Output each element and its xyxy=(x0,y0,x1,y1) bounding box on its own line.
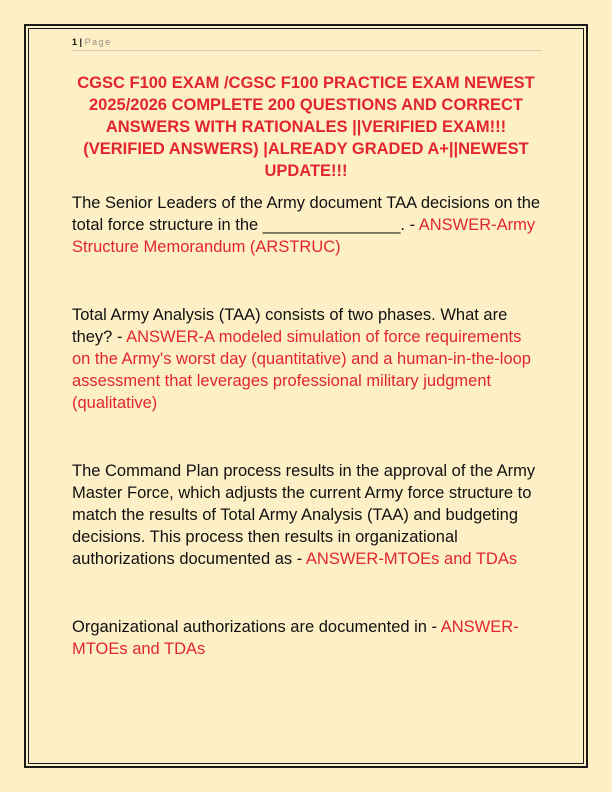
question-text: The Command Plan process results in the approval of the Army Master Force, which adjusts the current Army force structure to match the results of Total Army Analysis (TAA) and budgeting decisions. This process then results in organizational authorizations documented as - xyxy=(72,461,536,569)
qa-item-1 xyxy=(72,192,542,259)
answer-text: ANSWER-MTOEs and TDAs xyxy=(305,550,518,569)
question-text: The Senior Leaders of the Army document TAA decisions on the total force structure in the _______________. - xyxy=(72,194,541,235)
qa-item-4 xyxy=(72,616,542,660)
question-text: Total Army Analysis (TAA) consists of two phases. What are they? - xyxy=(72,305,508,346)
question-text: Organizational authorizations are documented in - xyxy=(72,617,441,636)
document-title: CGSC F100 EXAM /CGSC F100 PRACTICE EXAM NEWEST 2025/2026 COMPLETE 200 QUESTIONS AND CORRECT ANSWERS WITH RATIONALES ||VERIFIED EXAM!!! (VERIFIED ANSWERS) |ALREADY GRADED A+||NEWEST UPDATE!!! xyxy=(77,74,535,180)
qa-item-2 xyxy=(72,304,542,415)
qa-item-3 xyxy=(72,460,542,571)
answer-text: ANSWER-Army Structure Memorandum (ARSTRUC) xyxy=(72,216,536,257)
page-header xyxy=(72,36,542,51)
page-label: Page xyxy=(84,37,112,47)
answer-text: ANSWER-A modeled simulation of force requirements on the Army's worst day (quantitative) and a human-in-the-loop assessment that leverages professional military judgment (qualitative) xyxy=(72,327,531,413)
qa-list xyxy=(72,192,542,705)
answer-text: ANSWER-MTOEs and TDAs xyxy=(72,617,519,658)
page-number: 1 xyxy=(72,37,78,47)
page-separator: | xyxy=(79,37,83,47)
